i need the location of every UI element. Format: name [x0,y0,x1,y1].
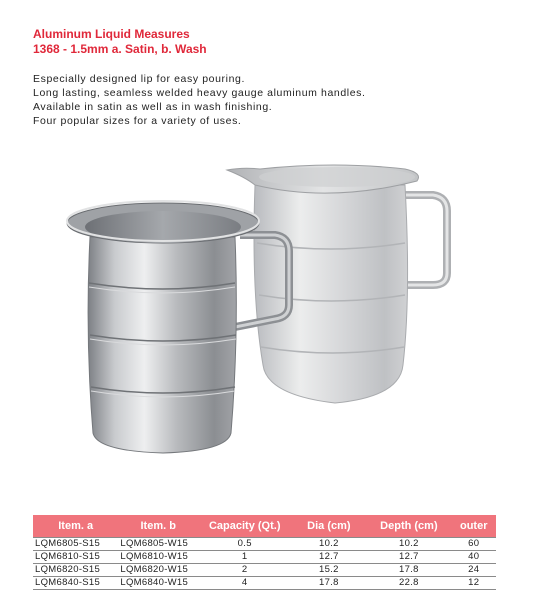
table-row [33,577,496,590]
product-description [33,72,366,128]
table-row [33,564,496,577]
spec-table [33,515,496,590]
description-line: Available in satin as well as in wash finishing. [33,101,273,113]
product-title-line1: Aluminum Liquid Measures [33,27,190,41]
cell-outer: 24 [468,564,480,575]
description-line: Especially designed lip for easy pouring. [33,73,245,85]
product-title [33,27,207,57]
cell-item-b: LQM6820-W15 [120,564,189,575]
cell-outer: 40 [468,551,480,562]
cell-capacity: 0.5 [237,538,252,549]
column-header-item-a: Item. a [33,515,118,538]
description-line: Long lasting, seamless welded heavy gauge aluminum handles. [33,87,366,99]
cell-item-b: LQM6810-W15 [120,551,189,562]
product-photo [55,155,475,455]
cell-item-a: LQM6820-S15 [35,564,101,575]
cell-item-a: LQM6840-S15 [35,577,101,588]
table-row [33,538,496,551]
cell-item-a: LQM6810-S15 [35,551,101,562]
wash-jug-graphic [227,165,447,403]
cell-capacity: 4 [241,577,248,588]
cell-outer: 60 [468,538,480,549]
cell-dia: 12.7 [319,551,339,562]
cell-item-a: LQM6805-S15 [35,538,101,549]
cell-outer: 12 [468,577,480,588]
spec-table-header [33,515,496,538]
column-header-outer: outer [451,515,496,538]
cell-capacity: 2 [241,564,248,575]
cell-capacity: 1 [241,551,248,562]
cell-dia: 10.2 [319,538,339,549]
column-header-dia: Dia (cm) [291,515,366,538]
cell-item-b: LQM6805-W15 [120,538,189,549]
cell-depth: 22.8 [399,577,419,588]
satin-jug-graphic [67,201,289,453]
description-line: Four popular sizes for a variety of uses. [33,115,242,127]
table-row [33,551,496,564]
product-title-line2: 1368 - 1.5mm a. Satin, b. Wash [33,42,207,56]
cell-depth: 10.2 [399,538,419,549]
column-header-capacity: Capacity (Qt.) [198,515,291,538]
cell-depth: 17.8 [399,564,419,575]
cell-item-b: LQM6840-W15 [120,577,189,588]
column-header-item-b: Item. b [118,515,198,538]
cell-dia: 17.8 [319,577,339,588]
cell-dia: 15.2 [319,564,339,575]
cell-depth: 12.7 [399,551,419,562]
column-header-depth: Depth (cm) [366,515,451,538]
